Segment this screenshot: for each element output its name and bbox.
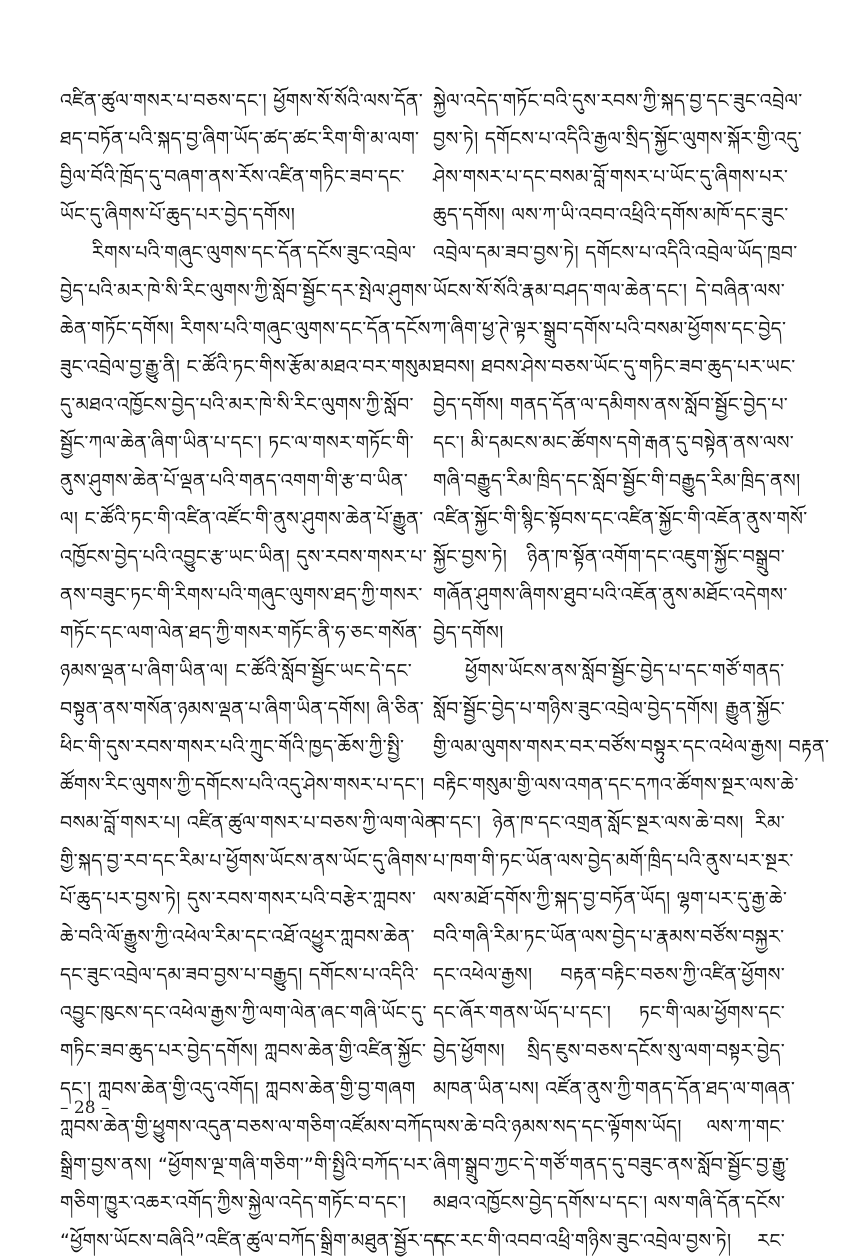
text-line: སྐྱེལ་འདེད་གཏོང་བའི་དུས་རབས་ཀྱི་སྐད་བྱ་དང་ཟུང་འབྲེལ་	[433, 90, 803, 112]
text-line: ཐད་བཏོན་པའི་སྐད་བྱ་ཞིག་ཡོད་ཚད་ཚང་རིག་གི་མ་ལག་	[60, 128, 420, 150]
text-line: བྱེད་དགོས།	[433, 622, 504, 644]
text-line: གཅིག་ཁྱུར་འཆར་འགོད་ཀྱིས་སྐྱེལ་འདེད་གཏོང་བ་དང་།	[60, 1192, 407, 1214]
text-line: ཡོང་དུ་ཞིགས་པོ་ཆུད་པར་བྱེད་དགོས།	[60, 204, 296, 226]
text-line: དང་ཞོར་གནས་ཡོད་པ་དང་། ཏང་གི་ལམ་ཕྱོགས་དང་	[433, 1002, 785, 1024]
text-line: འཛིན་ཚུལ་གསར་པ་བཅས་དང་། ཕྱོགས་སོ་སོའི་ལས་དོན་	[60, 90, 424, 112]
text-line: དང་ཟུང་འབྲེལ་དམ་ཟབ་བྱས་པ་བརྒྱུད། དགོངས་པ་འདིའི་	[60, 964, 419, 986]
text-line: སྐྱོང་བྱས་ཏེ། ཉིན་ཁ་སྟོན་འགོག་དང་འཇུག་སྐྱོང་བསྒྲུབ་	[433, 546, 785, 568]
text-line: “ཕྱོགས་ཡོངས་བཞིའི”འཛིན་ཚུལ་བཀོད་སྒྲིག་མཐུན་སྦྱོར་དང་	[60, 1230, 451, 1252]
page-number: – 28 –	[60, 1098, 110, 1118]
right-text-column	[433, 82, 830, 1252]
text-line: ཀ་ཞིག་ཕྱ་ཊེ་ལྟར་སྒྲུབ་དགོས་པའི་བསམ་ཕྱོགས་དང་བྱེད་	[433, 318, 787, 340]
text-line: གཏིང་ཟབ་ཆུད་པར་བྱེད་དགོས། ཀླབས་ཆེན་གྱི་འཛིན་སྐྱོང་	[60, 1040, 427, 1062]
text-line: བསྟུན་ནས་གསོན་ཉམས་ལྡན་པ་ཞིག་ཡིན་དགོས། ཞི་ཅིན་	[60, 698, 425, 720]
text-line: ཟུང་འབྲེལ་བྱ་རྒྱུ་ནི། ང་ཚོའི་ཏང་གིས་རྩོམ་མཐའ་བར་གསུམ་	[60, 356, 436, 378]
text-line: བྱེད་ཕྱོགས། སྲིད་ཇུས་བཅས་དངོས་སུ་ལག་བསྟར་བྱེད་	[433, 1040, 785, 1062]
text-line: ཚོགས་རིང་ལུགས་ཀྱི་དགོངས་པའི་འདུ་ཤེས་གསར་པ་དང་།	[60, 774, 425, 796]
text-line: འབྲེལ་དམ་ཟབ་བྱས་ཏེ། དགོངས་པ་འདིའི་འབྲེལ་ཡོད་ཁྲབ་	[433, 242, 798, 264]
text-line: མཐའ་འཁྱོངས་བྱེད་དགོས་པ་དང་། ལས་གཞི་དོན་དངོས་	[433, 1192, 786, 1214]
text-line: ཐབས། ཐབས་ཤེས་བཅས་ཡོང་དུ་གཏིང་ཟབ་ཆུད་པར་ཡང་	[433, 356, 796, 378]
text-line: འབྱུང་ཁུངས་དང་འཕེལ་རྒྱས་ཀྱི་ལག་ལེན་ཞང་གཞི་ཡོང་དུ་	[60, 1002, 427, 1024]
text-line: འཛིན་སྐྱོང་གི་སྙིང་སྟོབས་དང་འཛིན་སྐྱོང་གི་འཇོན་ནུས་གསོ་	[433, 508, 808, 530]
text-line: ཕིང་གི་དུས་རབས་གསར་པའི་ཀྲུང་གོའི་ཁྱད་ཆོས་ཀྱི་སྤྱི་	[60, 736, 405, 758]
text-line: བྱས་ཏེ། དགོངས་པ་འདིའི་རྒྱལ་སྲིད་སྐྱོང་ལུགས་སྐོར་གྱི་འདུ་	[433, 128, 802, 150]
text-line: ཡོངས་སོ་སོའི་རྣམ་བཤད་གལ་ཆེན་དང་། དེ་བཞིན་ལས་	[433, 280, 785, 302]
text-line: དང་རང་གི་འབབ་འཕྲི་གཉིས་ཟུང་འབྲེལ་བྱས་ཏེ། རང་	[433, 1230, 785, 1252]
text-line: དང་། ཀླབས་ཆེན་གྱི་འདུ་འགོད། ཀླབས་ཆེན་གྱི་བྱ་གཞག	[60, 1078, 416, 1100]
text-line: དུ་མཐའ་འཁྱོངས་བྱེད་པའི་མར་ཁེ་སི་རིང་ལུགས་ཀྱི་སློབ་	[60, 394, 414, 416]
text-line: གཞོན་ཤུགས་ཞིགས་ཐུབ་པའི་འཇོན་ནུས་མཐོང་འདེགས་	[433, 584, 788, 606]
text-line: བ་དང་། ཉེན་ཁ་དང་འགྲན་སློང་སྔར་ལས་ཆེ་བས། རིམ་	[433, 812, 785, 834]
text-line: ཤེས་གསར་པ་དང་བསམ་བློ་གསར་པ་ཡོང་དུ་ཞིགས་པར་	[433, 166, 789, 188]
text-line: སྦྱོང་ཀལ་ཆེན་ཞིག་ཡིན་པ་དང་། ཏང་ལ་གསར་གཏོང་གི་	[60, 432, 414, 454]
text-line: བའི་གཞི་རིམ་ཏང་ཡོན་ལས་བྱེད་པ་རྣམས་བཙོས་བསྐྱར་	[433, 926, 785, 948]
text-line: སྒྲིག་བྱས་ནས། “ཕྱོགས་ལྔ་གཞི་གཅིག་”གི་སྤྱིའི་བཀོད་པར་	[60, 1154, 433, 1176]
text-line: གཞི་བརྒྱུད་རིམ་ཁྲིད་དང་སློབ་སྦྱོང་གི་བརྒྱུད་རིམ་ཁྲིད་ནས།	[433, 470, 801, 492]
text-line: པོ་ཆུད་པར་བྱས་ཏེ། དུས་རབས་གསར་པའི་བརྩེར་ཀླབས་	[60, 888, 417, 910]
text-line: ཕྱོགས་ཡོངས་ནས་སློབ་སྦྱོང་བྱེད་པ་དང་གཙོ་གནད་	[465, 660, 785, 682]
text-line: ཆུད་དགོས། ལས་ཀ་ཡི་འབབ་འཕྲིའི་དགོས་མཁོ་དང་ཟུང་	[433, 204, 789, 226]
text-line: བྱིལ་བོའི་ཁྲོད་དུ་བཞག་ནས་རོས་འཛིན་གཏིང་ཟབ་དང་	[60, 166, 405, 188]
text-line: ནུས་ཤུགས་ཆེན་པོ་ལྡན་པའི་གནད་འགག་གི་རྩ་བ་ཡིན་	[60, 470, 408, 492]
text-line: དང་འཕེལ་རྒྱས། བརྟན་བརྟིང་བཅས་ཀྱི་འཛིན་ཕྱོགས་	[433, 964, 785, 986]
text-line: རིགས་པའི་གཞུང་ལུགས་དང་དོན་དངོས་ཟུང་འབྲེལ་	[92, 242, 417, 264]
text-line: ཉམས་ལྡན་པ་ཞིག་ཡིན་ལ། ང་ཚོའི་སློབ་སྦྱོང་ཡང་དེ་དང་	[60, 660, 412, 682]
text-line: བྱེད་དགོས། གནད་དོན་ལ་དམིགས་ནས་སློབ་སྦྱོང་བྱེད་པ་	[433, 394, 789, 416]
text-line: ནས་བཟུང་ཏང་གི་རིགས་པའི་གཞུང་ལུགས་ཐད་ཀྱི་གསར་	[60, 584, 423, 606]
text-line: གཏོང་དང་ལག་ལེན་ཐད་ཀྱི་གསར་གཏོང་ནི་ཧ་ཅང་གསོན་	[60, 622, 423, 644]
text-line: བསམ་བློ་གསར་པ། འཛིན་ཚུལ་གསར་པ་བཅས་ཀྱི་ལག་ལེན་	[60, 812, 442, 834]
text-line: གྱི་ལམ་ལུགས་གསར་བར་བཙོས་བསྟུར་དང་འཕེལ་རྒྱས། བརྟན་	[433, 736, 830, 758]
text-line: མཁན་ཡིན་པས། འཛོན་ནུས་ཀྱི་གནད་དོན་ཐད་ལ་གཞན་	[433, 1078, 796, 1100]
text-line: བརྟིང་གསུམ་གྱི་ལས་འགན་དང་དཀའ་ཚོགས་སྔར་ལས་ཆེ་	[433, 774, 799, 796]
text-line: ལས་ཆེ་བའི་ཉམས་སད་དང་ལྟོགས་ཡོད། ལས་ཀ་གང་	[433, 1116, 785, 1138]
text-line: སློབ་སྦྱོང་བྱེད་པ་གཉིས་ཟུང་འབྲེལ་བྱེད་དགོས། རྒྱུན་སྐྱོང་	[433, 698, 785, 720]
text-line: ལ། ང་ཚོའི་ཏང་གི་འཛིན་འཛོང་གི་ནུས་ཤུགས་ཆེན་པོ་རྒྱུན་	[60, 508, 424, 530]
text-line: ཀླབས་ཆེན་གྱི་ཕྱུགས་འདུན་བཅས་ལ་གཅིག་འཛོམས་བཀོད་	[60, 1116, 437, 1138]
text-line: གྱི་སྐད་བྱ་རབ་དང་རིམ་པ་ཕྱོགས་ཡོངས་ནས་ཡོང་དུ་ཞིགས་	[60, 850, 433, 872]
text-line: དང་། མི་དམངས་མང་ཚོགས་དགེ་རྒན་དུ་བསྟེན་ནས་ལས་	[433, 432, 795, 454]
text-line: ཞིག་སྒྲུབ་ཀྱང་དེ་གཙོ་གནད་དུ་བཟུང་ནས་སློབ་སྦྱོང་བྱ་རྒྱུ་	[433, 1154, 790, 1176]
text-line: ཆེ་བའི་ལོ་རྒྱུས་ཀྱི་འཕེལ་རིམ་དང་འཐོ་འཕྱུར་ཀླབས་ཆེན་	[60, 926, 415, 948]
text-line: འཁྱོངས་བྱེད་པའི་འབྱུང་རྩ་ཡང་ཡིན། དུས་རབས་གསར་པ་	[60, 546, 427, 568]
text-line: ལས་མཐོ་དགོས་ཀྱི་སྐད་བྱ་བཏོན་ཡོད། ལྷག་པར་དུ་རྒྱ་ཆེ་	[433, 888, 788, 910]
text-line: པ་ཁག་གི་ཏང་ཡོན་ལས་བྱེད་མགོ་ཁྲིད་པའི་ནུས་པར་སྔར་	[433, 850, 794, 872]
text-line: བྱེད་པའི་མར་ཁེ་སི་རིང་ལུགས་ཀྱི་སློབ་སྦྱོང་དར་སྤེལ་ཤུགས་	[60, 280, 432, 302]
text-line: ཆེན་གཏོང་དགོས། རིགས་པའི་གཞུང་ལུགས་དང་དོན་དངོས་	[60, 318, 436, 340]
